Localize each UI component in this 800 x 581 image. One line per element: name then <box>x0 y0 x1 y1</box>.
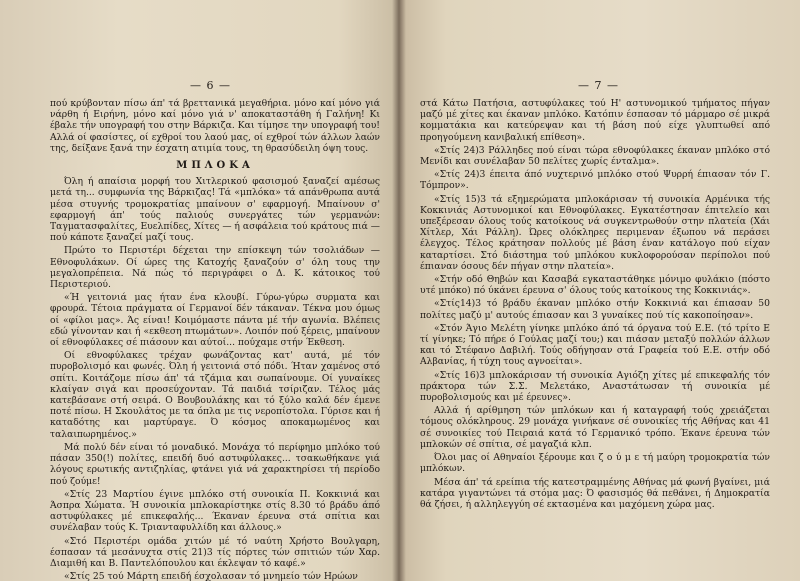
paragraph: «Ή γειτονιά μας ήταν ένα κλουβί. Γύρω-γύρω συρματα και φρουρά. Τέτοια πράγματα οί Γερμανοί δέν τάκαναν. Τέκνα μου όμως οί «φίλοι μας». Άς είναι! Κοιμόμαστε πάντα μέ τήν αγωνία. Βλέπεις εδώ γίνονταν και ή «εκθεση πτωμάτων». Λοιπόν πού ξέρεις, μπαίνουν οί εθνοφύλακες σέ πιάσουν και αύτοί... πούχαμε στήν Έκθεση. <box>50 292 380 349</box>
paragraph: Μά πολύ δέν είναι τό μοναδικό. Μονάχα τό περίφημο μπλόκο τού πάσαν 350(!) πολίτες, επειδή δυό αστυφύλακες... τσακωθήκανε γιά λόγους ερωτικής αντιζηλίας, φτάνει γιά νά χαρακτηρίσει τή περίοδο πού ζούμε! <box>50 441 380 487</box>
paragraph: Αλλά ή αρίθμηση τών μπλόκων και ή καταγραφή τούς χρειάζεται τόμους ολόκληρους. 29 μονάχα γινήκανε σέ συνοικίες τής Αθήνας και 41 σέ συνοικίες τού Πειραιά κατά τό Γερμανικό τρόπο. Έκανε έρευνα τών μπλοκών σέ σπίτια, σέ μαγαζιά κλπ. <box>420 405 770 450</box>
right-page-text <box>420 98 770 512</box>
left-page <box>0 0 398 581</box>
paragraph: «Στίς 16)3 μπλοκάρισαν τή συνοικία Αγιόζη χίτες μέ επικεφαλής τόν πράκτορα τών Σ.Σ. Μελετάκο, Αναστάτωσαν τή συνοικία μέ πυροβολισμούς και μέ έρευνες». <box>420 369 770 404</box>
page-number: — 6 — <box>190 79 231 92</box>
paragraph: στά Κάτω Πατήσια, αστυφύλακες τού Η' αστυνομικού τμήματος πήγαν μαζύ μέ χίτες και έκαναν μπλόκο. Κατόπιν έσπασαν τό μάρμαρο σέ μικρά κομματάκια και κατεύρεψαν και τή βάση πού είχε γλυπτωθεί από προηγούμενη κανιβαλική επίθεση». <box>420 98 770 143</box>
book-gutter <box>392 0 406 581</box>
paragraph: «Στίς 23 Μαρτίου έγινε μπλόκο στή συνοικία Π. Κοκκινιά και Άσπρα Χώματα. Ή συνοικία μπλοκαρίστηκε στίς 8.30 τό βράδυ άπό αστυφύλακες μέ επικεφαλής... Έκαναν έρευνα στά σπίτια και συνέλαβαν τούς Κ. Τριανταφυλλίδη και άλλους.» <box>50 488 380 534</box>
intro-paragraph: πού κρύβονταν πίσω άπ' τά βρεττανικά μεγαθήρια. μόνο καί μόνο γιά νάρθη ή Ειρήνη, μόνο καί μόνο γιά ν' αποκαταστάθη ή Γαλήνη! Κι έβαλε τήν υπογραφή του στην Βάρκιζα. Και τίμησε την υπογραφή του! Αλλά οί φασίστες, οί εχθροί του λαού μας, οί εχθροί τών άλλων λαών της, δείξανε ξανά την έσχατη ατιμία τους, τη θρασύδειλη όψη τους. <box>50 98 380 154</box>
paragraph: «Στίς 24)3 έπειτα άπό νυχτερινό μπλόκο στού Ψυρρή έπιασαν τόν Γ. Τόμπρον». <box>420 169 770 192</box>
left-page-text <box>50 98 380 581</box>
paragraph: «Στίς14)3 τό βράδυ έκαναν μπλόκο στήν Κοκκινιά και έπιασαν 50 πολίτες μαζύ μ' αυτούς έπιασαν και 3 γυναίκες πού τίς κακοποίησαν». <box>420 298 770 321</box>
paragraph: Μέσα άπ' τά ερείπια τής κατεστραμμένης Αθήνας μά φωνή βγαίνει, μιά κατάρα γιγαντώνει τά στόμα μας: Ό φασισμός θά πεθάνει, ή Δημοκρατία θά ζήσει, ή αλληλεγγύη σέ εκτασμένα και μαχόμενη χώρα μας. <box>420 476 770 510</box>
paragraph: Πρώτο το Περιστέρι δέχεται την επίσκεψη τών τσολιάδων — Εθνοφυλάκων. Οί ώρες της Κατοχής ξαναζούν σ' όλη τους την μεγαλοπρέπεια. Νά πώς τό περιγράφει ο Δ. Κ. κάτοικος τού Περιστεριού. <box>50 245 380 291</box>
paragraph: «Στό Περιστέρι ομάδα χιτών μέ τό ναύτη Χρήστο Βουλγαρη, έσπασαν τά μεσάνυχτα στίς 21)3 τίς πόρτες τών σπιτιών τών Χαρ. Διαμιθή και Β. Παντελόπουλου και έκλεψαν τό καφέ.» <box>50 535 380 569</box>
right-page <box>398 0 800 581</box>
page-number: — 7 — <box>578 79 619 92</box>
paragraph: «Στόν Άγιο Μελέτη γίνηκε μπλόκο άπό τά όργανα τού Ε.Ε. (τό τρίτο Ε τί γίνηκε; Τό πήρε ό Γούλας μαζί του;) και πιάσαν μεταξύ πολλών άλλων και τό Στέφανο Δαβιλή. Τούς οδήγησαν στά Γραφεία τού Ε.Ε. στήν οδό Αλβανίας, ή τύχη τους αγνοείται». <box>420 322 770 368</box>
paragraph: «Στίς 25 τού Μάρτη επειδή έσχολασαν τό μνημείο τών Ηρώων <box>64 571 358 581</box>
section-heading: ΜΠΛΟΚΑ <box>176 160 254 172</box>
paragraph: Όλη ή απαίσια μορφή του Χιτλερικού φασισμού ξαναζεί αμέσως μετά τη... συμφωνία της Βάρκιζας! Τά «μπλόκα» τά απάνθρωπα αυτά μέσα στυγνής τρομοκρατίας μπαίνουν σ' εφαρμογή. Μπαίνουν σ' εφαρμογή άπ' τούς παλιούς συνεργάτες τών γερμανών: Ταγματασφαλίτες, Ευελπίδες, Χίτες — ή ασφάλεια τού κράτους πιά — πού κάποτε ξαναζεί μαζί τους. <box>50 176 380 244</box>
paragraph: Όλοι μας οί Αθηναίοι ξέρουμε και ζ ο ύ μ ε τή μαύρη τρομοκρατία τών μπλόκων. <box>420 452 770 475</box>
paragraph: «Στίς 15)3 τά εξημερώματα μπλοκάρισαν τή συνοικία Αρμένικα τής Κοκκινιάς Αστυνομικοί και Εθνοφύλακες. Εγκατέστησαν έπιτελείο και υπεξέρεσαν όλους τούς κατοίκους νά συγκεντρωθούν στην πλατεία (Χάι Χίτλερ, Χάι Ράλλη). Ώρες ολόκληρες περιμεναν έξωπου νά περάσει έλεγχος. Τέλος κράτησαν πολλούς μέ βάση έναν κατάλογο πού είχαν καταρτίσει. Στό διάστημα τού μπλόκου κυκλοφορούσαν περίπολοι πού έπιαναν όσους δέν πήγαν στην πλατεία». <box>420 193 770 272</box>
paragraph: Οί εθνοφύλακες τρέχαν φωνάζοντας κατ' αυτά, μέ τόν πυροβολισμό και φωνές. Όλη ή γειτονιά στό πόδι. Ήταν χαμένος στό σπίτι. Κοιτάζομε πίσω άπ' τά τζάμια και σωπαίνουμε. Οί γυναίκες κλαίγαν σιγά και προσεύχονταν. Τά παιδιά τσίριζαν. Τέλος μάς κατεβάσανε στή σειρά. Ο Βουβουλάκης και τό ξύλο καλά δέν έμενε ποτέ πίσω. Η Σκουλάτος με τα όπλα με τις νεροπίστολα. Γύρισε και ή καταδότης και μαρτύραγε. Ό κόσμος αποκαμωμένος και ταλαιπωρημένος.» <box>50 350 380 440</box>
paragraph: «Στίς 24)3 Ράλληδες πού είναι τώρα εθνοφύλακες έκαναν μπλόκο στό Μενίδι και συνέλαβαν 50 πελίτες χωρίς ένταλμα». <box>420 144 770 168</box>
paragraph: «Στήν οδό Θηβών και Κασαβά εγκαταστάθηκε μόνιμο φυλάκιο (πόστο υτέ μπόκο) πό ύκάνει έρευνα σ' όλους τούς κατοίκους της Κοκκινιάς». <box>420 274 770 297</box>
